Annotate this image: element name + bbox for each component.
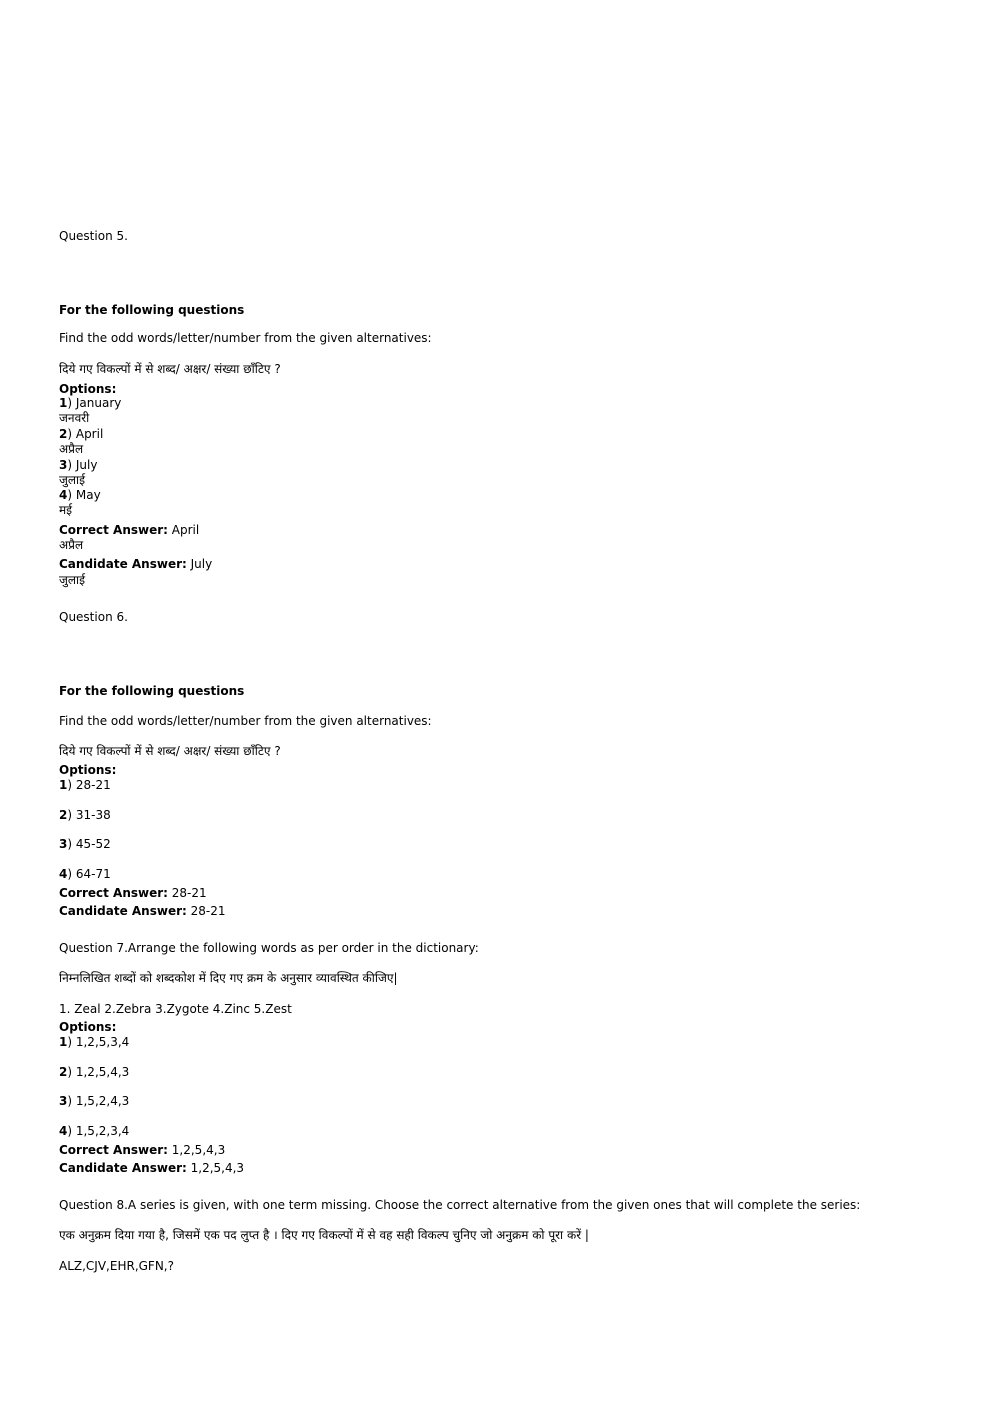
option-number: 3 [59, 458, 68, 472]
option-number: 1 [59, 778, 68, 792]
correct-answer [59, 886, 207, 901]
option-text: ) 1,5,2,3,4 [67, 1124, 130, 1138]
options-label: Options: [59, 763, 117, 777]
question-words: 1. Zeal 2.Zebra 3.Zygote 4.Zinc 5.Zest [59, 1002, 292, 1016]
instruction-english: Find the odd words/letter/number from the given alternatives: [59, 331, 432, 345]
correct-answer-value: 28-21 [167, 886, 207, 900]
candidate-answer-label: Candidate Answer: [59, 1161, 187, 1175]
option-4 [59, 488, 101, 503]
correct-answer-label: Correct Answer: [59, 886, 168, 900]
option-number: 3 [59, 1094, 68, 1108]
option-text: ) 31-38 [67, 808, 111, 822]
options-label: Options: [59, 382, 117, 396]
instruction-hindi: दिये गए विकल्पों में से शब्द/ अक्षर/ संख्या छाँटिए ? [59, 362, 281, 376]
correct-answer-value: 1,2,5,4,3 [167, 1143, 226, 1157]
question-title: Question 5. [59, 229, 128, 243]
option-4 [59, 867, 111, 882]
candidate-answer-label: Candidate Answer: [59, 557, 187, 571]
option-2-hindi: अप्रैल [59, 442, 84, 456]
candidate-answer-value: 1,2,5,4,3 [186, 1161, 245, 1175]
option-4-hindi: मई [59, 503, 73, 517]
candidate-answer-label: Candidate Answer: [59, 904, 187, 918]
option-3 [59, 837, 111, 852]
question-title: Question 7.Arrange the following words as per order in the dictionary: [59, 941, 479, 955]
option-number: 4 [59, 488, 68, 502]
candidate-answer [59, 557, 212, 572]
option-1-hindi: जनवरी [59, 411, 90, 425]
option-text: ) April [67, 427, 104, 441]
correct-answer-value: April [167, 523, 200, 537]
option-3 [59, 1094, 129, 1109]
instruction-heading: For the following questions [59, 684, 245, 698]
option-number: 2 [59, 1065, 68, 1079]
option-text: ) July [67, 458, 98, 472]
correct-answer-label: Correct Answer: [59, 1143, 168, 1157]
option-3-hindi: जुलाई [59, 473, 86, 487]
option-3 [59, 458, 97, 473]
option-number: 1 [59, 396, 68, 410]
candidate-answer [59, 904, 226, 919]
option-2 [59, 1065, 129, 1080]
instruction-english: Find the odd words/letter/number from the given alternatives: [59, 714, 432, 728]
option-text: ) 1,2,5,3,4 [67, 1035, 130, 1049]
option-text: ) 1,2,5,4,3 [67, 1065, 130, 1079]
candidate-answer-value: 28-21 [186, 904, 226, 918]
option-number: 2 [59, 427, 68, 441]
instruction-heading: For the following questions [59, 303, 245, 317]
candidate-answer-value: July [186, 557, 213, 571]
option-number: 1 [59, 1035, 68, 1049]
option-number: 4 [59, 867, 68, 881]
instruction-hindi: दिये गए विकल्पों में से शब्द/ अक्षर/ संख्या छाँटिए ? [59, 744, 281, 758]
correct-answer [59, 1143, 225, 1158]
option-text: ) 28-21 [67, 778, 111, 792]
option-text: ) 45-52 [67, 837, 111, 851]
option-1 [59, 1035, 129, 1050]
instruction-hindi: एक अनुक्रम दिया गया है, जिसमें एक पद लुप्त है । दिए गए विकल्पों में से वह सही विकल्प चुनिए जो अनुक्रम को पूरा करें | [59, 1228, 589, 1242]
option-4 [59, 1124, 129, 1139]
candidate-answer-hindi: जुलाई [59, 573, 86, 587]
option-number: 2 [59, 808, 68, 822]
question-title: Question 6. [59, 610, 128, 624]
option-text: ) May [67, 488, 101, 502]
option-1 [59, 396, 121, 411]
correct-answer [59, 523, 199, 538]
options-label: Options: [59, 1020, 117, 1034]
option-text: ) January [67, 396, 122, 410]
option-number: 3 [59, 837, 68, 851]
option-text: ) 1,5,2,4,3 [67, 1094, 130, 1108]
correct-answer-label: Correct Answer: [59, 523, 168, 537]
candidate-answer [59, 1161, 244, 1176]
question-series: ALZ,CJV,EHR,GFN,? [59, 1259, 174, 1273]
correct-answer-hindi: अप्रैल [59, 538, 84, 552]
option-1 [59, 778, 111, 793]
option-2 [59, 808, 111, 823]
instruction-hindi: निम्नलिखित शब्दों को शब्दकोश में दिए गए क्रम के अनुसार व्यावस्थित कीजिए| [59, 971, 398, 985]
option-number: 4 [59, 1124, 68, 1138]
option-2 [59, 427, 103, 442]
question-title: Question 8.A series is given, with one term missing. Choose the correct alternative from the given ones that will complete the series: [59, 1198, 861, 1212]
option-text: ) 64-71 [67, 867, 111, 881]
